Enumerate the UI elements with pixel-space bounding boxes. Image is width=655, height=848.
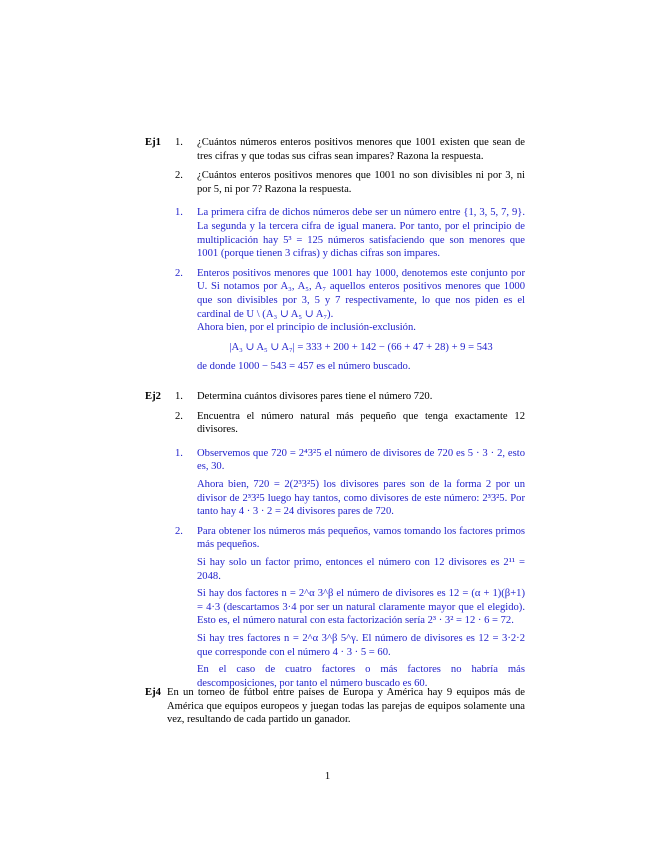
- question-item: 2. ¿Cuántos enteros positivos menores que 1001 no son divisibles ni por 3, ni por 5, ni por 7? Razona la respuesta.: [175, 170, 525, 195]
- answer-text: Observemos que 720 = 2⁴3²5 el número de divisores de 720 es 5 · 3 · 2, esto es, 30.: [197, 447, 525, 473]
- answer-text: Para obtener los números más pequeños, vamos tomando los factores primos más pequeños.: [197, 525, 525, 551]
- answer-text: Si hay tres factores n = 2^α 3^β 5^γ. El número de divisores es 12 = 3·2·2 que corresponde con el número 4 · 3 · 5 = 60.: [197, 632, 525, 658]
- question-text: Determina cuántos divisores pares tiene el número 720.: [197, 391, 433, 402]
- page-number: 1: [324, 771, 331, 782]
- exercise-4: [145, 686, 525, 727]
- exercise-label: Ej2: [145, 391, 161, 402]
- exercise-text: En un torneo de fútbol entre países de Europa y América hay 9 equipos más de América que equipos europeos y juegan todas las parejas de equipos solamente una vez, resultando de cada partido un ganador.: [167, 687, 525, 726]
- question-text: Encuentra el número natural más pequeño que tenga exactamente 12 divisores.: [197, 410, 525, 436]
- answer-text: Si hay dos factores n = 2^α 3^β el número de divisores es 12 = (α + 1)(β+1) = 4·3 (descartamos 3·4 por ser un natural claramente mayor que el elegido). Esto es, el número natural con esta factorización sería 2³ · 3² = 12 · 6 = 72.: [197, 588, 525, 627]
- answer-item: 2. Para obtener los números más pequeños, vamos tomando los factores primos más pequeños. Si hay solo un factor primo, entonces el número con 12 divisores es 2¹¹ = 2048. Si hay dos factores n = 2^α 3^β el número de divisores es 12 = (α + 1)(β+1) = 4·3 (descartamos 3·4 por ser un natural claramente mayor que el elegido). Esto es, el número natural con esta factorización sería 2³ · 3² = 12 · 6 = 72. Si hay tres factores n = 2^α 3^β 5^γ. El número de divisores es 12 = 3·2·2 que corresponde con el número 4 · 3 · 5 = 60. En el caso de cuatro factores o más factores no habría más descomposiciones, por tanto el número buscado es 60.: [175, 525, 525, 689]
- question-item: 2. Encuentra el número natural más pequeño que tenga exactamente 12 divisores.: [175, 410, 525, 436]
- answer-text: Enteros positivos menores que 1001 hay 1000, denotemos este conjunto por U. Si notamos por A₃, A₅, A₇ aquellos enteros positivos menores que 1000 que son divisibles por 3, 5 y 7 respectivamente, lo que nos piden es el cardinal de U \ (A₃ ∪ A₅ ∪ A₇).: [197, 267, 525, 320]
- answer-text: La primera cifra de dichos números debe ser un número entre {1, 3, 5, 7, 9}. La segunda y la tercera cifra de igual manera. Por tanto, por el principio de multiplicación hay 5³ = 125 números satisfaciendo que son menores que 1001 (porque tienen 3 cifras) y dichas cifras son impares.: [197, 207, 525, 260]
- answer-text: En el caso de cuatro factores o más factores no habría más descomposiciones, por tanto el número buscado es 60.: [197, 664, 525, 689]
- answer-text: Si hay solo un factor primo, entonces el número con 12 divisores es 2¹¹ = 2048.: [197, 556, 525, 582]
- question-item: 1. ¿Cuántos números enteros positivos menores que 1001 existen que sean de tres cifras y que todas sus cifras sean impares? Razona la respuesta.: [175, 137, 525, 162]
- answer-text: de donde 1000 − 543 = 457 es el número buscado.: [197, 361, 411, 373]
- answer-item: 1. Observemos que 720 = 2⁴3²5 el número de divisores de 720 es 5 · 3 · 2, esto es, 30. Ahora bien, 720 = 2(2³3²5) los divisores pares son de la forma 2 por un divisor de 2³3²5 luego hay tantos, como divisores de este número: 2³3²5. Por tanto hay 4 · 3 · 2 = 24 divisores pares de 720.: [175, 447, 525, 518]
- exercise-1: [145, 136, 525, 380]
- exercise-label: Ej4: [145, 687, 161, 698]
- answer-text: Ahora bien, por el principio de inclusión-exclusión.: [197, 322, 416, 334]
- answer-text: Ahora bien, 720 = 2(2³3²5) los divisores pares son de la forma 2 por un divisor de 2³3²5 luego hay tantos, como divisores de este número: 2³3²5. Por tanto hay 4 · 3 · 2 = 24 divisores pares de 720.: [197, 478, 525, 518]
- question-item: 1. Determina cuántos divisores pares tiene el número 720.: [175, 390, 525, 404]
- answer-item: 2. Enteros positivos menores que 1001 hay 1000, denotemos este conjunto por U. Si notamos por A₃, A₅, A₇ aquellos enteros positivos menores que 1000 que son divisibles por 3, 5 y 7 respectivamente, lo que nos piden es el cardinal de U \ (A₃ ∪ A₅ ∪ A₇). Ahora bien, por el principio de inclusión-exclusión. |A₃ ∪ A₅ ∪ A₇| = 333 + 200 + 142 − (66 + 47 + 28) + 9 = 543 de donde 1000 − 543 = 457 es el número buscado.: [175, 267, 525, 373]
- question-text: ¿Cuántos números enteros positivos menores que 1001 existen que sean de tres cifras y que todas sus cifras sean impares? Razona la respuesta.: [197, 137, 525, 162]
- exercise-2: [145, 390, 525, 696]
- exercise-label: Ej1: [145, 137, 161, 148]
- question-text: ¿Cuántos enteros positivos menores que 1001 no son divisibles ni por 3, ni por 5, ni por 7? Razona la respuesta.: [197, 170, 525, 195]
- answer-item: 1. La primera cifra de dichos números debe ser un número entre {1, 3, 5, 7, 9}. La segunda y la tercera cifra de igual manera. Por tanto, por el principio de multiplicación hay 5³ = 125 números satisfaciendo que son menores que 1001 (porque tienen 3 cifras) y dichas cifras son impares.: [175, 207, 525, 260]
- equation: |A₃ ∪ A₅ ∪ A₇| = 333 + 200 + 142 − (66 + 47 + 28) + 9 = 543: [229, 341, 493, 353]
